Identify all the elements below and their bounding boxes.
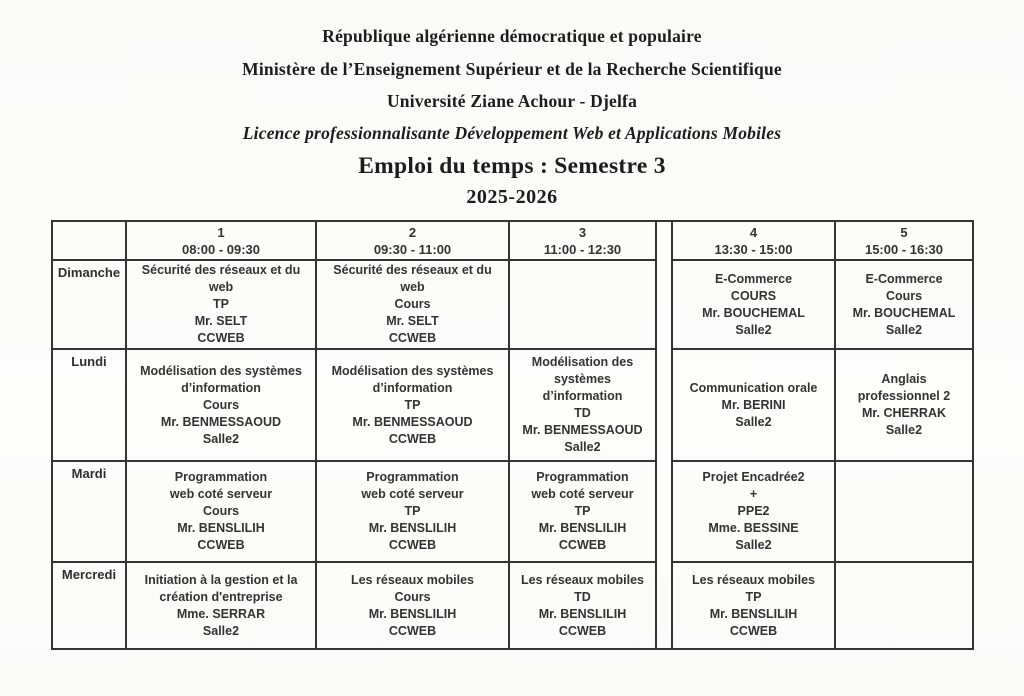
cell-line: Projet Encadrée2 (702, 470, 805, 484)
timetable-row (52, 562, 973, 649)
cell-line: Mr. SELT (386, 314, 439, 328)
cell-line: Mme. SERRAR (176, 606, 266, 621)
corner-cell (52, 221, 126, 260)
cell-line: Sécurité des réseaux et du (333, 263, 492, 277)
timetable-row (52, 260, 973, 349)
cell-line: Sécurité des réseaux et du (141, 263, 301, 277)
slot-time: 13:30 - 15:00 (714, 241, 793, 257)
cell-line: Anglais (881, 372, 927, 386)
lunch-gap-spacer (656, 562, 672, 649)
cell-line: TP (574, 504, 591, 518)
lunch-gap-spacer (656, 349, 672, 461)
cell-line: Salle2 (885, 322, 923, 337)
cell-line: Mr. CHERRAK (861, 406, 947, 420)
day-label-dimanche: Dimanche (52, 260, 126, 349)
timetable-cell (126, 562, 316, 649)
cell-line: web coté serveur (361, 487, 464, 501)
cell-line: PPE2 (737, 504, 770, 518)
cell-line: Cours (394, 297, 431, 311)
cell-line: Cours (202, 504, 240, 518)
cell-line: CCWEB (197, 331, 245, 345)
timetable-row (52, 461, 973, 562)
header-slot-3 (509, 221, 656, 260)
header-slot-1 (126, 221, 316, 260)
cell-line: CCWEB (388, 623, 437, 638)
day-label-mercredi: Mercredi (52, 562, 126, 649)
cell-line: Mr. BOUCHEMAL (852, 305, 956, 320)
cell-line: Modélisation des (531, 355, 634, 369)
cell-line: TP (404, 397, 421, 412)
cell-line: Communication orale (689, 380, 818, 395)
cell-line: + (749, 487, 758, 501)
header-slot-5 (835, 221, 973, 260)
timetable-cell (126, 349, 316, 461)
slot-time: 11:00 - 12:30 (543, 241, 622, 257)
academic-year: 2025-2026 (466, 185, 558, 208)
cell-line: web coté serveur (169, 487, 273, 501)
cell-line: CCWEB (388, 538, 437, 552)
cell-line: CCWEB (197, 538, 245, 552)
header-slot-4 (672, 221, 835, 260)
page-title: Emploi du temps : Semestre 3 (358, 152, 666, 179)
cell-line: Cours (394, 589, 431, 604)
timetable-cell (835, 260, 973, 349)
lunch-gap-spacer (656, 260, 672, 349)
cell-line: Mr. BENSLILIH (709, 606, 798, 621)
cell-line: web coté serveur (531, 487, 634, 501)
slot-number: 1 (217, 224, 225, 240)
republic-line: République algérienne démocratique et populaire (322, 26, 702, 46)
cell-line: CCWEB (558, 538, 607, 552)
cell-line: TP (213, 297, 229, 311)
cell-line: d’information (181, 380, 261, 395)
cell-line: Modélisation des systèmes (331, 363, 494, 378)
cell-line: Initiation à la gestion et la (144, 572, 298, 587)
cell-line: Programmation (174, 470, 268, 484)
timetable-cell (316, 461, 509, 562)
cell-line: E-Commerce (865, 271, 943, 286)
cell-line: Mr. BENMESSAOUD (160, 414, 282, 429)
cell-line: Mr. SELT (194, 314, 248, 328)
timetable-body (52, 221, 973, 649)
timetable-cell (509, 260, 656, 349)
slot-number: 2 (408, 224, 417, 240)
timetable-cell (672, 562, 835, 649)
document-header (0, 20, 1024, 212)
cell-line: d’information (372, 380, 453, 395)
cell-line: Programmation (536, 470, 629, 484)
cell-line: Mr. BENMESSAOUD (522, 423, 643, 437)
day-label-lundi: Lundi (52, 349, 126, 461)
timetable-cell (126, 260, 316, 349)
cell-line: Mr. BENMESSAOUD (352, 414, 473, 429)
cell-line: systèmes (554, 372, 611, 386)
cell-line: CCWEB (388, 331, 437, 345)
timetable-cell (835, 349, 973, 461)
timetable-row (52, 349, 973, 461)
cell-line: Cours (202, 397, 240, 412)
timetable-cell (509, 461, 656, 562)
cell-line: Salle2 (735, 538, 772, 552)
cell-line: TD (574, 406, 591, 420)
cell-line: création d'entreprise (159, 589, 283, 604)
slot-number: 3 (578, 224, 587, 240)
day-label-mardi: Mardi (52, 461, 126, 562)
cell-line: CCWEB (729, 623, 778, 638)
cell-line: Les réseaux mobiles (692, 572, 815, 587)
slot-time: 15:00 - 16:30 (864, 241, 944, 257)
cell-line: Mr. BENSLILIH (538, 606, 627, 621)
cell-line: CCWEB (388, 431, 437, 446)
timetable-cell (509, 349, 656, 461)
lunch-gap-spacer (656, 461, 672, 562)
timetable-cell (509, 562, 656, 649)
timetable-cell (316, 349, 509, 461)
cell-line: Salle2 (202, 623, 240, 638)
timetable-cell (835, 461, 973, 562)
cell-line: E-Commerce (714, 271, 793, 286)
timetable-cell (672, 349, 835, 461)
timetable-cell (316, 562, 509, 649)
lunch-gap-spacer (656, 221, 672, 260)
cell-line: CCWEB (558, 623, 607, 638)
cell-line: Salle2 (202, 431, 240, 446)
timetable-cell (672, 461, 835, 562)
cell-line: Salle2 (885, 423, 923, 437)
ministry-line: Ministère de l’Enseignement Supérieur et de la Recherche Scientifique (242, 58, 782, 79)
timetable-cell (126, 461, 316, 562)
cell-line: Les réseaux mobiles (351, 572, 474, 587)
university-line: Université Ziane Achour - Djelfa (386, 91, 638, 111)
cell-line: web (400, 280, 425, 294)
slot-number: 5 (900, 224, 908, 240)
cell-line: web (208, 280, 234, 294)
slot-time: 08:00 - 09:30 (181, 241, 261, 257)
cell-line: Mr. BENSLILIH (368, 521, 457, 535)
header-slot-2 (316, 221, 509, 260)
cell-line: d’information (542, 389, 623, 403)
timetable-cell (316, 260, 509, 349)
program-line: Licence professionnalisante Développement Web et Applications Mobiles (242, 122, 782, 143)
cell-line: Mr. BENSLILIH (538, 521, 627, 535)
cell-line: Modélisation des systèmes (140, 363, 302, 378)
slot-time: 09:30 - 11:00 (373, 241, 452, 257)
cell-line: Les réseaux mobiles (521, 572, 644, 587)
cell-line: COURS (730, 288, 777, 303)
cell-line: Programmation (366, 470, 459, 484)
cell-line: TD (574, 589, 591, 604)
cell-line: Mme. BESSINE (708, 521, 799, 535)
timetable (51, 220, 974, 650)
cell-line: Salle2 (564, 440, 601, 454)
slot-number: 4 (749, 224, 758, 240)
cell-line: TP (745, 589, 762, 604)
cell-line: Mr. BENSLILIH (177, 521, 265, 535)
cell-line: Mr. BOUCHEMAL (702, 305, 805, 320)
cell-line: Mr. BERINI (721, 397, 786, 412)
cell-line: Cours (885, 288, 923, 303)
timetable-cell (835, 562, 973, 649)
cell-line: TP (404, 504, 421, 518)
cell-line: Mr. BENSLILIH (368, 606, 457, 621)
cell-line: professionnel 2 (857, 389, 951, 403)
timetable-cell (672, 260, 835, 349)
cell-line: Salle2 (735, 322, 772, 337)
timetable-header-row (52, 221, 973, 260)
cell-line: Salle2 (735, 414, 772, 429)
